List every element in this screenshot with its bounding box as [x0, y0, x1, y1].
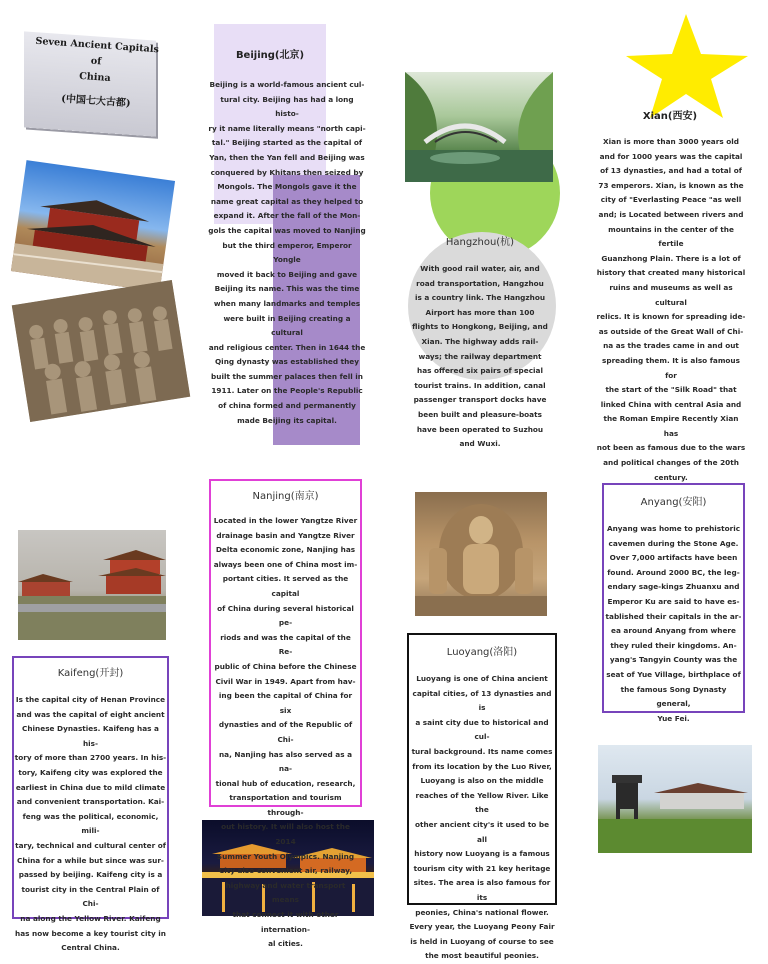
- nanjing-line: public of China before the Chinese: [214, 661, 357, 671]
- xian-line: relics. It is known for spreading ide-: [596, 312, 746, 322]
- kaifeng-line: feng was the political, economic, mili-: [22, 811, 159, 836]
- anyang-museum-photo: [598, 745, 752, 853]
- kaifeng-line: Chinese Dynasties. Kaifeng has a his-: [22, 724, 159, 748]
- nanjing-line: na, Nanjing has also served as a na-: [218, 749, 353, 774]
- xian-line: century.: [654, 472, 688, 482]
- kaifeng-line: Is the capital city of Henan Province: [15, 695, 166, 704]
- kaifeng-line: Central China.: [61, 943, 120, 953]
- nanjing-line: Civil War in 1949. Apart from hav-: [215, 676, 356, 686]
- luoyang-line: is held in Luoyang of course to see: [410, 936, 554, 946]
- anyang-line: endary sage-kings Zhuanxu and: [607, 582, 740, 592]
- beijing-line: were built in Beijing creating a cultural: [223, 313, 351, 338]
- hangzhou-title: Hangzhou(杭): [445, 237, 515, 248]
- hangzhou-line: and Wuxi.: [459, 439, 501, 449]
- xian-line: Xian is more than 3000 years old: [603, 137, 739, 146]
- beijing-line: gols the capital was moved to Nanjing: [208, 225, 366, 235]
- anyang-box: [602, 483, 745, 723]
- nanjing-line: transportation and tourism through-: [229, 793, 342, 817]
- xian-line: history that created many historical: [596, 268, 746, 278]
- beijing-title: Beijing(北京): [235, 50, 305, 61]
- anyang-line: tablished their capitals in the ar-: [605, 611, 742, 621]
- nanjing-line: drainage basin and Yangtze River: [216, 530, 355, 540]
- hangzhou-line: flights to Hongkong, Beijing, and: [412, 322, 548, 332]
- star-icon: [624, 12, 754, 122]
- nanjing-line: out history. It will also host the 2014: [221, 822, 350, 847]
- hangzhou-line: With good rail water, air, and: [420, 264, 540, 273]
- nanjing-line: ing been the capital of China for six: [218, 691, 353, 715]
- anyang-line: Yue Fei.: [657, 713, 690, 723]
- kaifeng-line: tory of more than 2700 years. In his-: [14, 753, 167, 763]
- nanjing-line: highway and water transport means: [225, 880, 346, 905]
- luoyang-line: tural background. Its name comes: [411, 746, 553, 756]
- luoyang-line: Luoyang is one of China ancient: [416, 674, 548, 683]
- nanjing-line: portant cities. It served as the capital: [222, 574, 349, 598]
- luoyang-line: capital cities, of 13 dynasties and is: [412, 688, 552, 713]
- xian-line: the Roman Empire Recently Xian has: [603, 414, 739, 438]
- luoyang-line: from its location by the Luo River,: [412, 761, 552, 771]
- nanjing-line: Delta economic zone, Nanjing has: [215, 545, 356, 555]
- nanjing-line: Located in the lower Yangtze River: [213, 516, 358, 525]
- luoyang-line: history now Luoyang is a famous: [414, 849, 550, 859]
- luoyang-line: other ancient city's it used to be all: [414, 819, 550, 844]
- kaifeng-line: na along the Yellow River. Kaifeng: [20, 913, 161, 923]
- kaifeng-line: has now become a key tourist city in: [15, 928, 166, 938]
- luoyang-box: [407, 633, 557, 961]
- hangzhou-line: Airport has more than 100: [425, 307, 535, 317]
- xian-line: and for 1000 years was the capital: [599, 151, 743, 161]
- luoyang-title: Luoyang(洛阳): [446, 647, 518, 658]
- anyang-line: Anyang was home to prehistoric: [606, 524, 741, 533]
- beijing-body: [208, 78, 366, 428]
- kaifeng-box: [12, 656, 169, 953]
- luoyang-line: sites. The area is also famous for its: [413, 878, 551, 902]
- kaifeng-line: earliest in China due to mild climate: [15, 782, 166, 792]
- nanjing-line: of China during several historical pe-: [217, 603, 354, 628]
- xian-title: Xian(西安): [642, 111, 698, 122]
- xian-line: city of "Everlasting Peace "as well: [600, 195, 742, 205]
- anyang-body: [604, 522, 743, 726]
- hangzhou-line: is a country link. The Hangzhou: [414, 293, 546, 303]
- hangzhou-bridge-photo: [405, 72, 553, 182]
- beijing-line: name great capital as they helped to: [210, 196, 364, 206]
- xian-line: mountains in the center of the fertile: [608, 224, 734, 249]
- forbidden-city-photo: [11, 160, 175, 292]
- hangzhou-line: have been operated to Suzhou: [416, 424, 544, 434]
- kaifeng-line: and convenient transportation. Kai-: [16, 797, 165, 807]
- xian-line: and political changes of the 20th: [603, 458, 739, 468]
- beijing-line: Beijing is a world-famous ancient cul-: [209, 80, 365, 89]
- nanjing-box: [209, 479, 362, 949]
- anyang-line: cavemen during the Stone Age.: [608, 538, 739, 548]
- anyang-line: yang's Tangyin County was the: [609, 655, 738, 665]
- anyang-line: they ruled their kingdoms. An-: [610, 640, 737, 650]
- hangzhou-line: road transportation, Hangzhou: [416, 278, 544, 288]
- beijing-line: tural city. Beijing has had a long histo-: [220, 94, 354, 119]
- nanjing-line: dynasties and of the Republic of Chi-: [218, 720, 353, 744]
- terracotta-army-photo: [12, 280, 190, 422]
- kaifeng-line: and was the capital of eight ancient: [16, 709, 165, 719]
- main-title-line2: China: [78, 70, 111, 85]
- anyang-title: Anyang(安阳): [640, 497, 707, 508]
- hangzhou-body: [410, 262, 550, 452]
- beijing-line: conquered by Khitans then seized by: [210, 167, 364, 177]
- xian-line: and; is Located between rivers and: [598, 209, 744, 219]
- luoyang-line: peonies, China's national flower.: [415, 907, 549, 917]
- kaifeng-line: tourist city in the Central Plain of Chi-: [21, 884, 160, 909]
- main-title-chinese: (中国七大古都): [60, 93, 131, 110]
- hangzhou-line: ways; the railway department: [418, 351, 542, 361]
- xian-line: not been as famous due to the wars: [596, 443, 746, 453]
- xian-line: spreading them. It is also famous for: [602, 355, 740, 380]
- main-title: [26, 33, 165, 90]
- hangzhou-line: been built and pleasure-boats: [418, 409, 542, 419]
- nanjing-line: riods and was the capital of the Re-: [220, 632, 351, 657]
- xian-line: linked China with central Asia and: [600, 399, 742, 409]
- luoyang-line: tourism city with 21 key heritage: [413, 863, 551, 873]
- kaifeng-title: Kaifeng(开封): [57, 668, 124, 679]
- xian-line: Guanzhong Plain. There is a lot of: [601, 253, 741, 263]
- beijing-line: Mongols. The Mongols gave it the: [217, 182, 357, 192]
- xian-line: of 13 dynasties, and had a total of: [600, 166, 742, 176]
- kaifeng-line: tory, Kaifeng city was explored the: [18, 767, 163, 777]
- beijing-line: tal." Beijing started as the capital of: [211, 138, 363, 148]
- main-title-box: [24, 30, 164, 130]
- kaifeng-line: China for a while but since was sur-: [17, 855, 164, 865]
- beijing-line: Qing dynasty was established they: [214, 357, 359, 367]
- nanjing-line: al cities.: [268, 939, 303, 949]
- beijing-line: built the summer palaces then fell in: [211, 371, 363, 381]
- anyang-line: found. Around 2000 BC, the leg-: [607, 567, 740, 577]
- beijing-line: Beijing its name. This was the time: [214, 284, 360, 294]
- luoyang-line: Every year, the Luoyang Peony Fair: [409, 922, 555, 932]
- anyang-line: ea around Anyang from where: [611, 626, 736, 636]
- kaifeng-line: passed by beijing. Kaifeng city is a: [18, 870, 163, 880]
- beijing-line: and religious center. Then in 1644 the: [208, 342, 366, 352]
- beijing-line: made Beijing its capital.: [237, 415, 337, 425]
- nanjing-line: Summer Youth Olympics. Nanjing: [216, 851, 355, 861]
- luoyang-grotto-photo: [415, 492, 547, 616]
- nanjing-line: always been one of China most im-: [213, 559, 358, 569]
- nanjing-line: that connect it with other internation-: [232, 910, 339, 934]
- xian-line: as outside of the Great Wall of Chi-: [598, 326, 744, 336]
- kaifeng-pavilion-photo: [18, 530, 166, 640]
- nanjing-line: tional hub of education, research,: [215, 778, 356, 788]
- luoyang-line: Luoyang is also on the middle: [420, 776, 544, 786]
- xian-body: [596, 135, 746, 485]
- beijing-line: expand it. After the fall of the Mon-: [213, 211, 361, 221]
- luoyang-body: [409, 672, 555, 964]
- beijing-line: ry it name literally means "north capi-: [208, 123, 366, 133]
- hangzhou-line: Xian. The highway adds rail-: [421, 336, 539, 346]
- kaifeng-body: [14, 693, 167, 956]
- hangzhou-line: passenger transport docks have: [413, 395, 547, 405]
- hangzhou-line: tourist trains. In addition, canal: [414, 380, 546, 390]
- beijing-line: 1911. Later on the People's Republic: [211, 386, 363, 396]
- nanjing-title: Nanjing(南京): [252, 491, 319, 502]
- xian-line: na as the trades came in and out: [603, 341, 739, 351]
- beijing-line: when many landmarks and temples: [213, 298, 361, 308]
- xian-line: ruins and museums as well as cultural: [609, 282, 733, 307]
- nanjing-line: City also convenient air, railway,: [218, 866, 353, 876]
- luoyang-line: a saint city due to historical and cul-: [415, 717, 549, 742]
- beijing-line: moved it back to Beijing and gave: [216, 269, 358, 279]
- anyang-line: Emperor Ku are said to have es-: [607, 596, 740, 606]
- luoyang-line: reaches of the Yellow River. Like the: [415, 790, 549, 815]
- beijing-line: Yan, then the Yan fell and Beijing was: [209, 152, 365, 162]
- main-title-line1: Seven Ancient Capitals of: [35, 35, 160, 68]
- anyang-line: the famous Song Dynasty general,: [620, 684, 727, 709]
- beijing-line: but the third emperor, Emperor Yongle: [222, 240, 352, 265]
- hangzhou-line: has offered six pairs of special: [417, 366, 543, 376]
- beijing-line: of china formed and permanently: [218, 401, 356, 411]
- xian-line: the start of the "Silk Road" that: [605, 385, 737, 395]
- luoyang-line: the most beautiful peonies.: [425, 951, 539, 961]
- anyang-line: seat of Yue Village, birthplace of: [606, 669, 741, 679]
- kaifeng-line: tary, technical and cultural center of: [15, 840, 166, 850]
- nanjing-body: [211, 514, 360, 952]
- xian-line: 73 emperors. Xian, is known as the: [598, 180, 744, 190]
- anyang-line: Over 7,000 artifacts have been: [609, 553, 738, 563]
